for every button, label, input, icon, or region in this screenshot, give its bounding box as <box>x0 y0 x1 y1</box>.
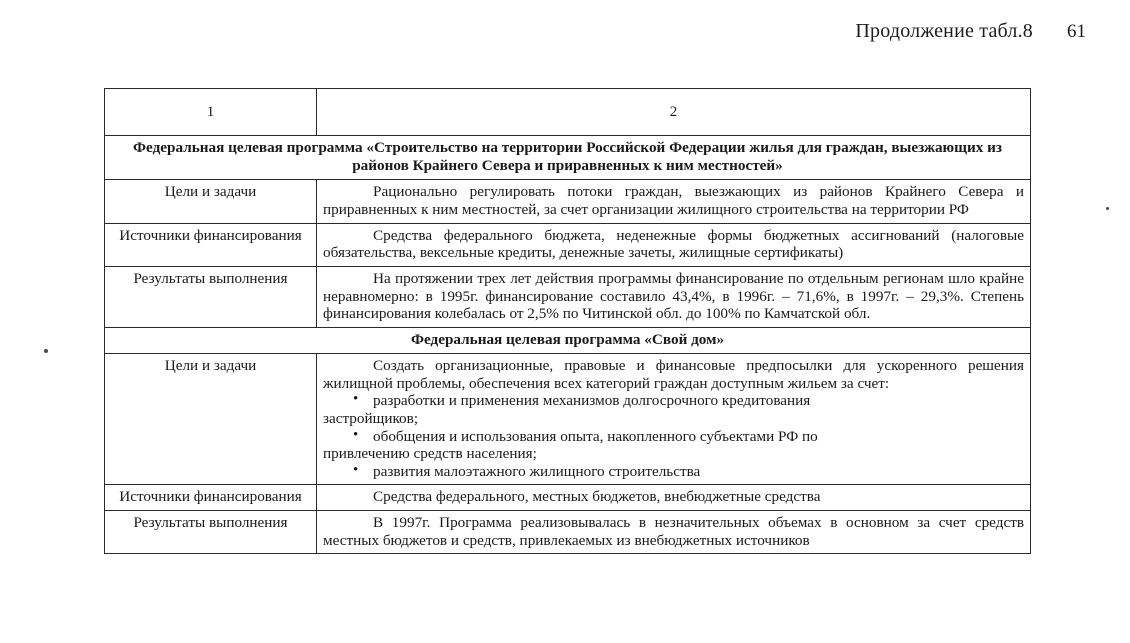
table-row <box>105 354 1031 485</box>
row-body-funding-2 <box>317 485 1031 511</box>
row-body-funding-2-text: Средства федерального, местных бюджетов, внебюджетные средства <box>373 488 821 506</box>
scan-artifact-left <box>44 349 48 353</box>
continuation-label: Продолжение табл.8 <box>855 20 1033 42</box>
row-body-funding-text: Средства федерального бюджета, неденежные формы бюджетных ассигнований (налоговые обязательства, вексельные кредиты, денежные зачеты, жилищные сертификаты) <box>323 226 1024 262</box>
row-body-goals-text: Рационально регулировать потоки граждан, выезжающих из районов Крайнего Севера и приравненных к ним местностей, за счет организации жилищного строительства на территории РФ <box>323 183 1024 219</box>
table-column-numbers-row <box>105 89 1031 136</box>
column-number-2: 2 <box>317 89 1031 136</box>
row-label-funding: Источники финансирования <box>105 223 317 266</box>
page-header <box>855 20 1086 43</box>
list-item <box>323 463 1024 481</box>
row-body-goals <box>317 180 1031 223</box>
row-body-results-2 <box>317 511 1031 554</box>
row-label-results-2: Результаты выполнения <box>105 511 317 554</box>
section-title-row <box>105 327 1031 353</box>
list-item <box>323 392 1024 427</box>
table-row <box>105 485 1031 511</box>
table-row <box>105 266 1031 327</box>
table-row <box>105 223 1031 266</box>
column-number-1: 1 <box>105 89 317 136</box>
table-row <box>105 180 1031 223</box>
row-label-funding-2: Источники финансирования <box>105 485 317 511</box>
goals-bullet-list <box>323 392 1024 480</box>
row-label-results: Результаты выполнения <box>105 266 317 327</box>
section-title-row <box>105 136 1031 180</box>
row-label-goals: Цели и задачи <box>105 180 317 223</box>
row-body-results <box>317 266 1031 327</box>
bullet-lead-2: обобщения и использования опыта, накопленного субъектами РФ по <box>373 427 818 445</box>
scan-artifact-right <box>1106 207 1109 210</box>
list-item <box>323 428 1024 463</box>
row-body-results-2-text: В 1997г. Программа реализовывалась в незначительных объемах в основном за счет средств местных бюджетов и средств, привлекаемых из внебюджетных источников <box>323 514 1024 549</box>
row-body-funding <box>317 223 1031 266</box>
row-label-goals-2: Цели и задачи <box>105 354 317 485</box>
section-title-north: Федеральная целевая программа «Строительство на территории Российской Федерации жилья для граждан, выезжающих из районов Крайнего Севера и приравненных к ним местностей» <box>105 136 1031 180</box>
row-body-goals-2-intro: Создать организационные, правовые и финансовые предпосылки для ускоренного решения жилищной проблемы, обеспечения всех категорий граждан доступным жильем за счет: <box>323 357 1024 392</box>
bullet-lead-3: развития малоэтажного жилищного строительства <box>373 462 701 480</box>
table-row <box>105 511 1031 554</box>
bullet-cont-2: привлечению средств населения; <box>323 445 537 463</box>
section-title-svoy-dom: Федеральная целевая программа «Свой дом» <box>105 327 1031 353</box>
page-number: 61 <box>1067 21 1086 42</box>
bullet-cont-1: застройщиков; <box>323 409 419 427</box>
bullet-lead-1: разработки и применения механизмов долгосрочного кредитования <box>373 392 811 410</box>
programs-table <box>104 88 1031 554</box>
row-body-results-text: На протяжении трех лет действия программы финансирование по отдельным регионам шло крайне неравномерно: в 1995г. финансирование составило 43,4%, в 1996г. – 71,6%, в 1997г. – 29,3%. Степень финансирования колебалась от 2,5% по Читинской обл. до 100% по Камчатской обл. <box>323 269 1024 323</box>
row-body-goals-2 <box>317 354 1031 485</box>
